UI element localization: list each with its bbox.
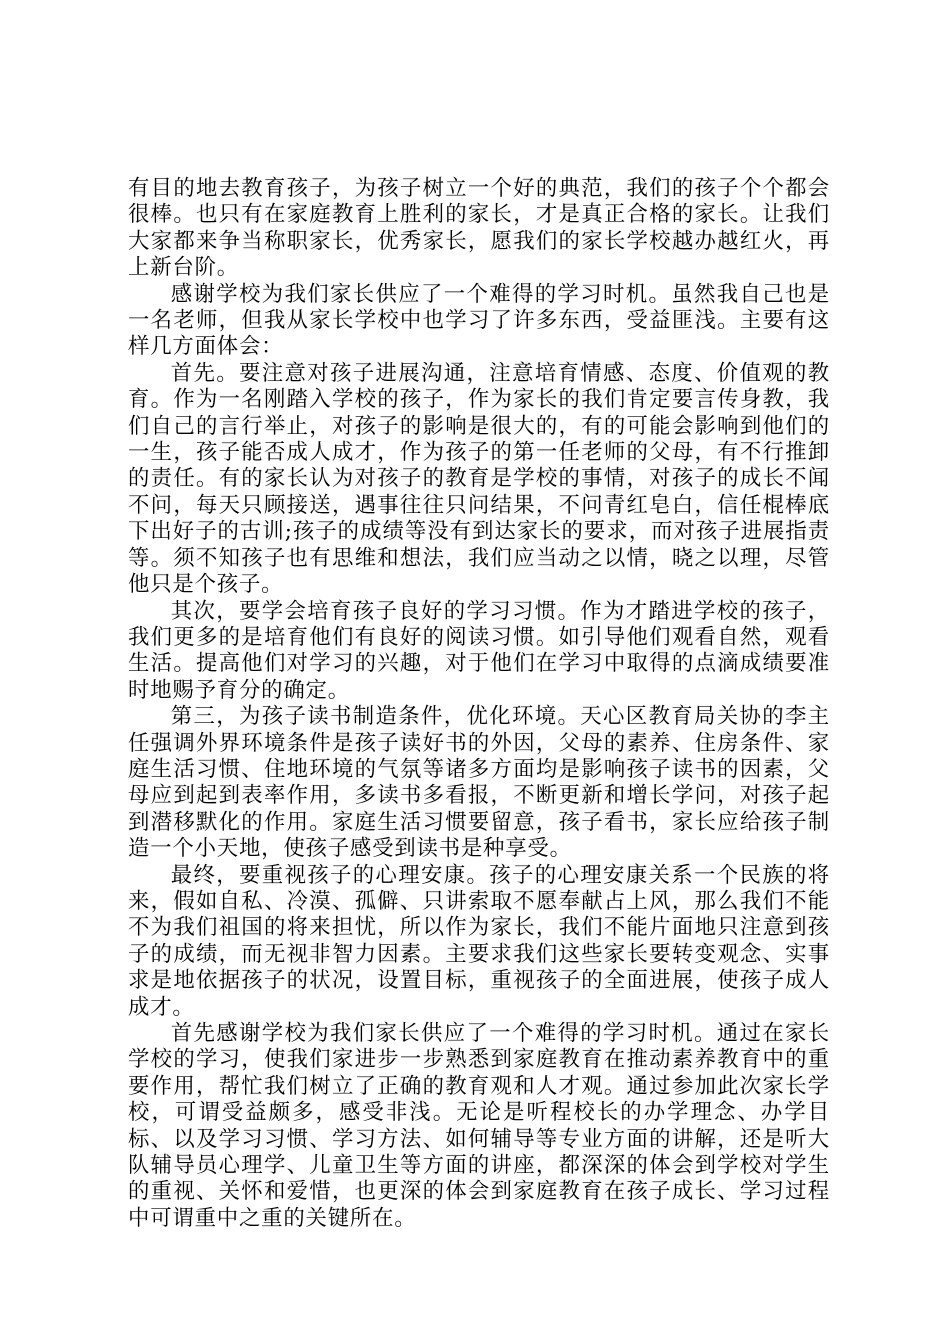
document-body [128, 176, 830, 1232]
paragraph-6: 最终，要重视孩子的心理安康。孩子的心理安康关系一个民族的将来，假如自私、冷漠、孤僻、只讲索取不愿奉献占上风，那么我们不能不为我们祖国的将来担忧，所以作为家长，我们不能片面地只注意到孩子的成绩，而无视非智力因素。主要求我们这些家长要转变观念、实事求是地依据孩子的状况，设置目标，重视孩子的全面进展，使孩子成人成才。 [128, 862, 830, 1020]
paragraph-2: 感谢学校为我们家长供应了一个难得的学习时机。虽然我自己也是一名老师，但我从家长学校中也学习了许多东西，受益匪浅。主要有这样几方面体会： [128, 281, 830, 360]
paragraph-1: 有目的地去教育孩子，为孩子树立一个好的典范，我们的孩子个个都会很棒。也只有在家庭教育上胜利的家长，才是真正合格的家长。让我们大家都来争当称职家长，优秀家长，愿我们的家长学校越办越红火，再上新台阶。 [128, 176, 830, 281]
paragraph-5: 第三，为孩子读书制造条件，优化环境。天心区教育局关协的李主任强调外界环境条件是孩子读好书的外因，父母的素养、住房条件、家庭生活习惯、住地环境的气氛等诸多方面均是影响孩子读书的因素，父母应到起到表率作用，多读书多看报，不断更新和增长学问，对孩子起到潜移默化的作用。家庭生活习惯要留意，孩子看书，家长应给孩子制造一个小天地，使孩子感受到读书是种享受。 [128, 704, 830, 862]
paragraph-4: 其次，要学会培育孩子良好的学习习惯。作为才踏进学校的孩子，我们更多的是培育他们有良好的阅读习惯。如引导他们观看自然，观看生活。提高他们对学习的兴趣，对于他们在学习中取得的点滴成绩要准时地赐予育分的确定。 [128, 598, 830, 703]
paragraph-3: 首先。要注意对孩子进展沟通，注意培育情感、态度、价值观的教育。作为一名刚踏入学校的孩子，作为家长的我们肯定要言传身教，我们自己的言行举止，对孩子的影响是很大的，有的可能会影响到他们的一生，孩子能否成人成才，作为孩子的第一任老师的父母，有不行推卸的责任。有的家长认为对孩子的教育是学校的事情，对孩子的成长不闻不问，每天只顾接送，遇事往往只问结果，不问青红皂白，信任棍棒底下出好子的古训;孩子的成绩等没有到达家长的要求，而对孩子进展指责等。须不知孩子也有思维和想法，我们应当动之以情，晓之以理，尽管他只是个孩子。 [128, 360, 830, 598]
paragraph-7: 首先感谢学校为我们家长供应了一个难得的学习时机。通过在家长学校的学习，使我们家进步一步熟悉到家庭教育在推动素养教育中的重要作用，帮忙我们树立了正确的教育观和人才观。通过参加此次家长学校，可谓受益颇多，感受非浅。无论是听程校长的办学理念、办学目标、以及学习习惯、学习方法、如何辅导等专业方面的讲解，还是听大队辅导员心理学、儿童卫生等方面的讲座，都深深的体会到学校对学生的重视、关怀和爱惜，也更深的体会到家庭教育在孩子成长、学习过程中可谓重中之重的关键所在。 [128, 1021, 830, 1231]
